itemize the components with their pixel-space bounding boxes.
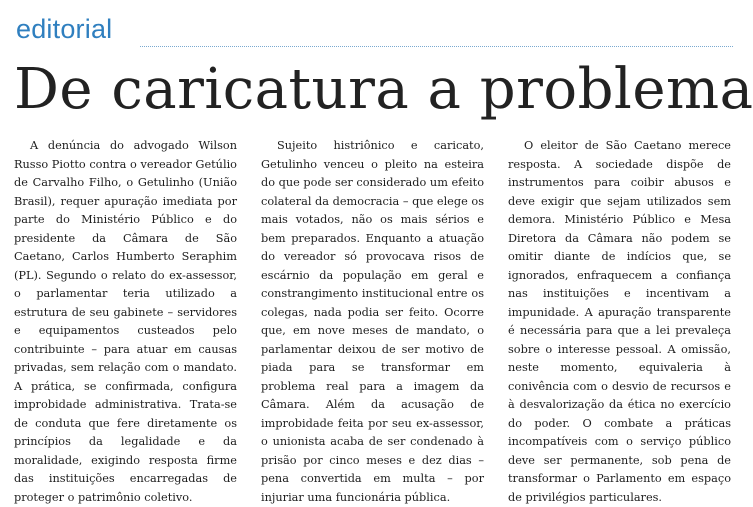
article-column-3 [508,137,731,504]
column-1-text: A denúncia do advogado Wilson Russo Piotto contra o vereador Getúlio de Carvalho Filho, o Getulinho (União Brasil), requer apuração imediata por parte do Ministério Público e do presidente da Câmara de São Caetano, Carlos Humberto Seraphim (PL). Segundo o relato do ex-assessor, o parlamentar teria utilizado a estrutura de seu gabinete – servidores e equipamentos custeados pelo contribuinte – para atuar em causas privadas, sem relação com o mandato. A prática, se confirmada, configura improbidade administrativa. Trata-se de conduta que fere diretamente os princípios da legalidade e da moralidade, exigindo resposta firme das instituições encarregadas de proteger o patrimônio coletivo. [14,139,237,504]
article-body [14,137,731,504]
column-3-text: O eleitor de São Caetano merece resposta. A sociedade dispõe de instrumentos para coibir abusos e deve exigir que sejam utilizados sem demora. Ministério Público e Mesa Diretora da Câmara não podem se omitir diante de indícios que, se ignorados, enfraquecem a confiança nas instituições e incentivam a impunidade. A apuração transparente é necessária para que a lei prevaleça sobre o interesse pessoal. A omissão, neste momento, equivaleria à conivência com o desvio de recursos e à desvalorização da ética no exercício do poder. O combate a práticas incompatíveis com o serviço público deve ser permanente, sob pena de transformar o Parlamento em espaço de privilégios particulares. [508,139,731,504]
headline: De caricatura a problema [14,57,753,122]
article-column-1 [14,137,237,504]
column-2-text: Sujeito histriônico e caricato, Getulinho venceu o pleito na esteira do que pode ser considerado um efeito colateral da democracia – que elege os mais votados, não os mais sérios e bem preparados. Enquanto a atuação do vereador só provocava risos de escárnio da população em geral e constrangimento institucional entre os colegas, nada podia ser feito. Ocorre que, em nove meses de mandato, o parlamentar deixou de ser motivo de piada para se transformar em problema real para a imagem da Câmara. Além da acusação de improbidade feita por seu ex-assessor, o unionista acaba de ser condenado à prisão por cinco meses e dez dias – pena convertida em multa – por injuriar uma funcionária pública. [261,139,484,504]
article-column-2 [261,137,484,504]
section-divider [140,46,733,48]
section-label: editorial [16,14,113,44]
